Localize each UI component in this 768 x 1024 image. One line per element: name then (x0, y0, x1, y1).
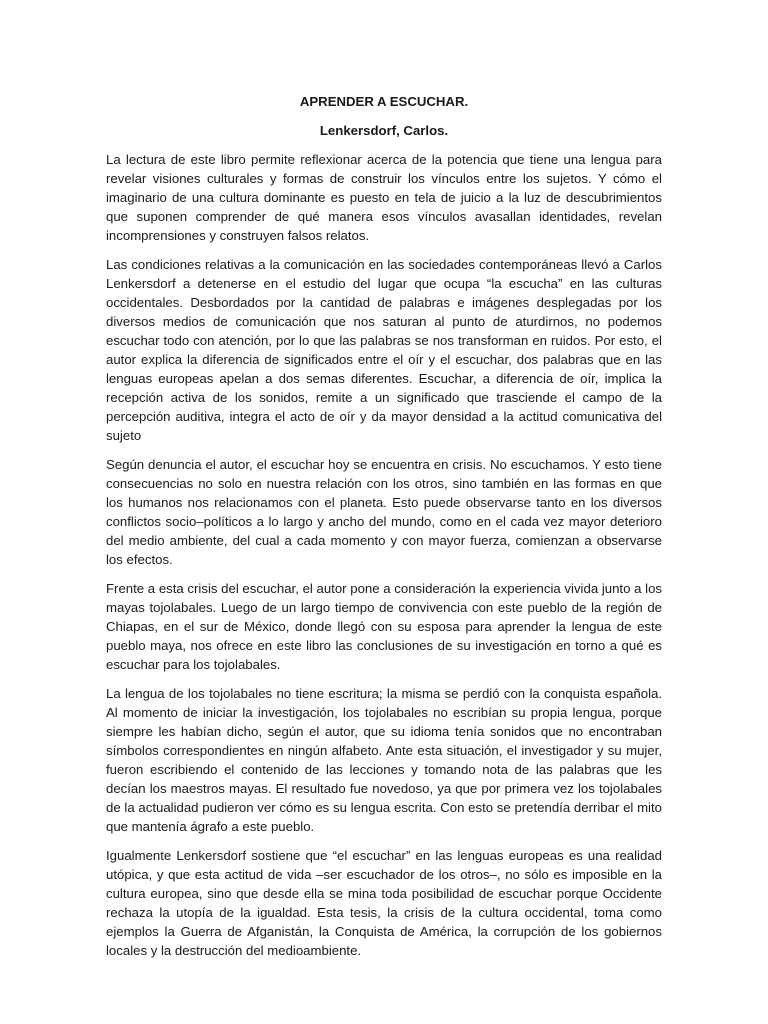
document-author: Lenkersdorf, Carlos. (319, 123, 449, 138)
document-page (106, 92, 662, 970)
paragraph-6: Igualmente Lenkersdorf sostiene que “el escuchar” en las lenguas europeas es una realidad utópica, y que esta actitud de vida –ser escuchador de los otros–, no sólo es imposible en la cultura europea, sino que desde ella se mina toda posibilidad de escuchar porque Occidente rechaza la utopía de la igualdad. Esta tesis, la crisis de la cultura occidental, toma como ejemplos la Guerra de Afganistán, la Conquista de América, la corrupción de los gobiernos locales y la destrucción del medioambiente. (106, 848, 662, 958)
document-title: APRENDER A ESCUCHAR. (299, 94, 469, 109)
paragraph-5: La lengua de los tojolabales no tiene escritura; la misma se perdió con la conquista española. Al momento de iniciar la investigación, los tojolabales no escribían su propia lengua, porque siempre les habían dicho, según el autor, que su idioma tenía sonidos que no encontraban símbolos correspondientes en ningún alfabeto. Ante esta situación, el investigador y su mujer, fueron escribiendo el contenido de las lecciones y tomando nota de las palabras que les decían los maestros mayas. El resultado fue novedoso, ya que por primera vez los tojolabales de la actualidad pudieron ver cómo es su lengua escrita. Con esto se pretendía derribar el mito que mantenía ágrafo a este pueblo. (106, 686, 662, 834)
paragraph-2: Las condiciones relativas a la comunicación en las sociedades contemporáneas llevó a Carlos Lenkersdorf a detenerse en el estudio del lugar que ocupa “la escucha” en las culturas occidentales. Desbordados por la cantidad de palabras e imágenes desplegadas por los diversos medios de comunicación que nos saturan al punto de aturdirnos, no podemos escuchar todo con atención, por lo que las palabras se nos transforman en ruidos. Por esto, el autor explica la diferencia de significados entre el oír y el escuchar, dos palabras que en las lenguas europeas apelan a dos semas diferentes. Escuchar, a diferencia de oír, implica la recepción activa de los sonidos, remite a un significado que trasciende el campo de la percepción auditiva, integra el acto de oír y da mayor densidad a la actitud comunicativa del sujeto (106, 257, 662, 443)
paragraph-3: Según denuncia el autor, el escuchar hoy se encuentra en crisis. No escuchamos. Y esto tiene consecuencias no solo en nuestra relación con los otros, sino también en las formas en que los humanos nos relacionamos con el planeta. Esto puede observarse tanto en los diversos conflictos socio–políticos a lo largo y ancho del mundo, como en el cada vez mayor deterioro del medio ambiente, del cual a cada momento y con mayor fuerza, comienzan a observarse los efectos. (106, 457, 662, 567)
paragraph-4: Frente a esta crisis del escuchar, el autor pone a consideración la experiencia vivida junto a los mayas tojolabales. Luego de un largo tiempo de convivencia con este pueblo de la región de Chiapas, en el sur de México, donde llegó con su esposa para aprender la lengua de este pueblo maya, nos ofrece en este libro las conclusiones de su investigación en torno a qué es escuchar para los tojolabales. (106, 581, 662, 672)
paragraph-1: La lectura de este libro permite reflexionar acerca de la potencia que tiene una lengua para revelar visiones culturales y formas de construir los vínculos entre los sujetos. Y cómo el imaginario de una cultura dominante es puesto en tela de juicio a la luz de descubrimientos que suponen comprender de qué manera esos vínculos avasallan identidades, revelan incomprensiones y construyen falsos relatos. (106, 152, 662, 243)
